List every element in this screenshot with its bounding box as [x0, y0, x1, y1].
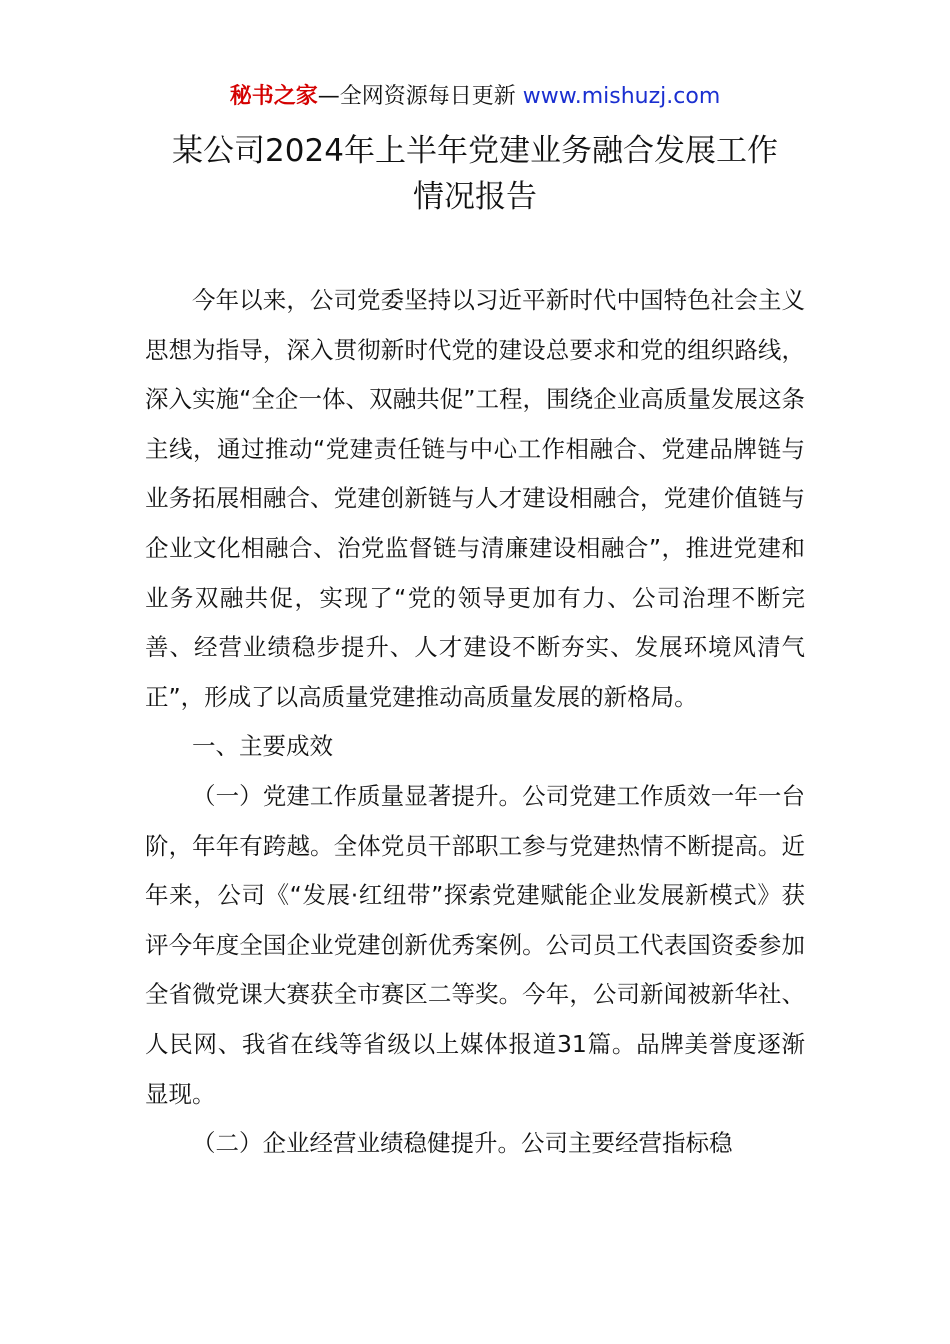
banner-url-link[interactable]: www.mishuzj.com	[522, 84, 721, 109]
title-line-1: 某公司2024年上半年党建业务融合发展工作	[172, 133, 778, 169]
title-line-2: 情况报告	[413, 179, 537, 215]
banner-tagline: —全网资源每日更新	[317, 84, 523, 109]
section-heading: 一、主要成效	[192, 732, 333, 761]
intro-paragraph: 今年以来，公司党委坚持以习近平新时代中国特色社会主义思想为指导，深入贯彻新时代党的建设总要求和党的组织路线，深入实施“全企一体、双融共促”工程，围绕企业高质量发展这条主线，通过推动“党建责任链与中心工作相融合、党建品牌链与业务拓展相融合、党建创新链与人才建设相融合，党建价值链与企业文化相融合、治党监督链与清廉建设相融合”，推进党建和业务双融共促，实现了“党的领导更加有力、公司治理不断完善、经营业绩稳步提升、人才建设不断夯实、发展环境风清气正”，形成了以高质量党建推动高质量发展的新格局。	[145, 286, 805, 711]
subsection-paragraph-1: （一）党建工作质量显著提升。公司党建工作质效一年一台阶，年年有跨越。全体党员干部职工参与党建热情不断提高。近年来，公司《“发展·红纽带”探索党建赋能企业发展新模式》获评今年度全国企业党建创新优秀案例。公司员工代表国资委参加全省微党课大赛获全市赛区二等奖。今年，公司新闻被新华社、人民网、我省在线等省级以上媒体报道31篇。品牌美誉度逐渐显现。	[145, 781, 805, 1108]
document-body	[145, 276, 805, 1169]
subsection-paragraph-2: （二）企业经营业绩稳健提升。公司主要经营指标稳	[192, 1129, 733, 1158]
site-banner	[0, 80, 950, 114]
banner-brand: 秘书之家	[229, 84, 318, 109]
document-title	[100, 128, 850, 220]
